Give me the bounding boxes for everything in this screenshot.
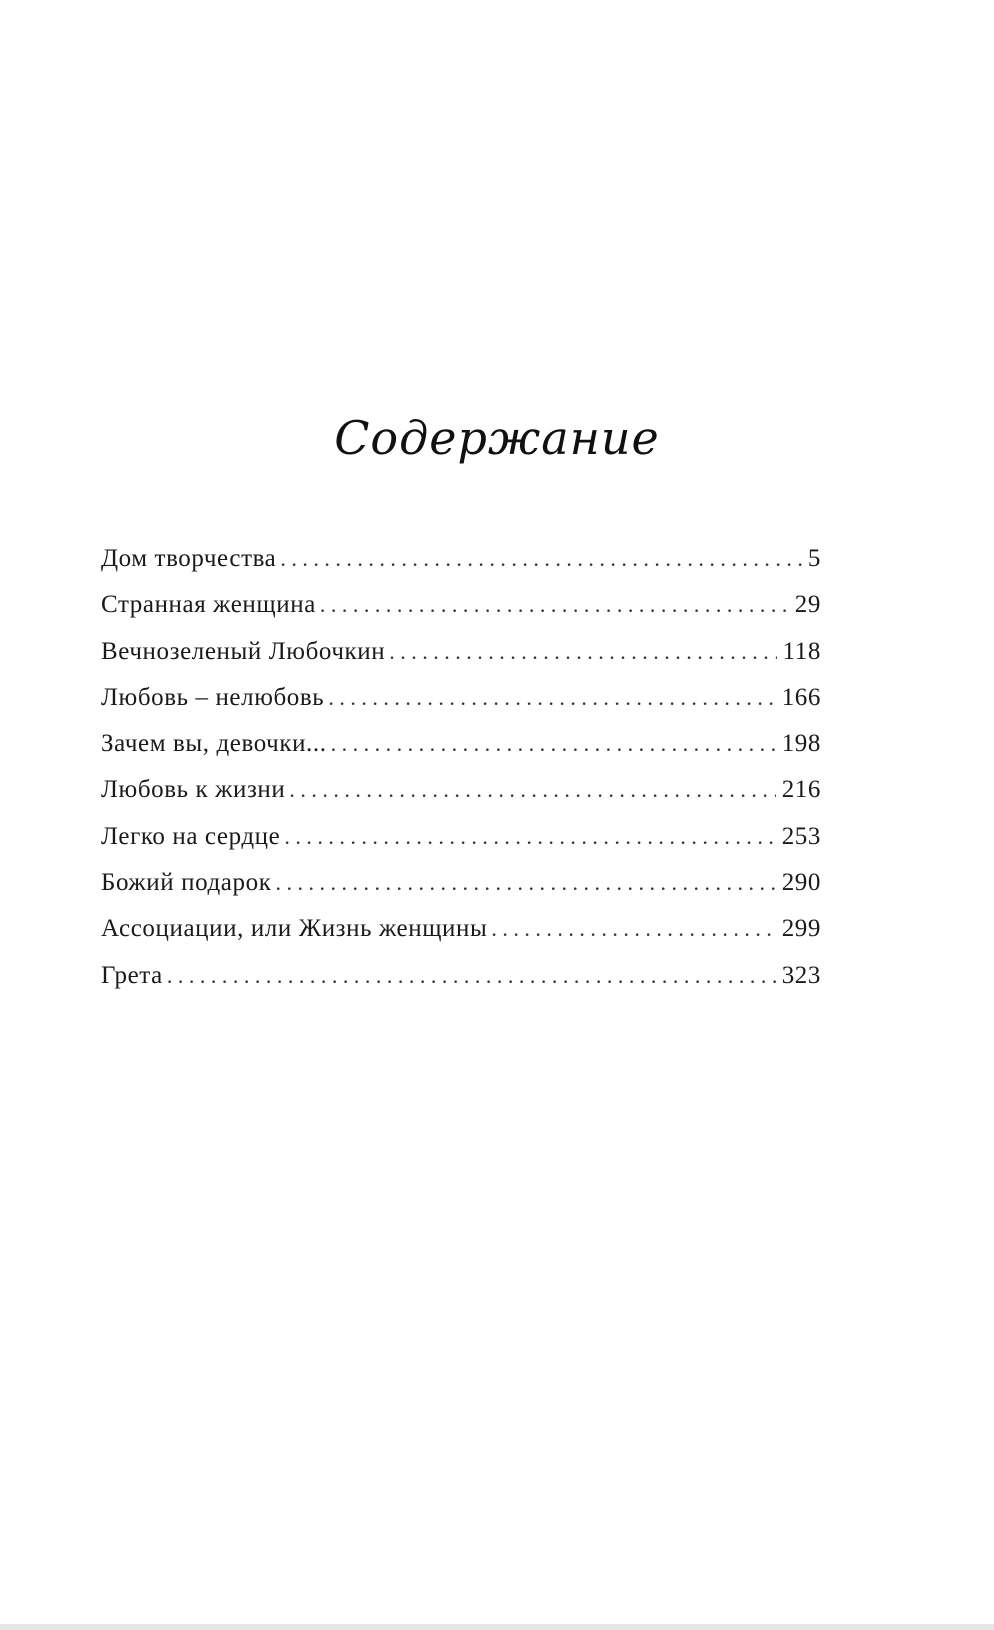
toc-entry-page: 253	[781, 822, 821, 850]
toc-entry-title: Любовь – нелюбовь	[101, 683, 325, 711]
toc-entry-page: 166	[781, 683, 821, 711]
page-title: Содержание	[334, 411, 660, 465]
toc-entry[interactable]	[101, 545, 821, 591]
table-of-contents	[101, 545, 821, 1008]
toc-dot-leader	[280, 546, 802, 572]
toc-entry-title: Странная женщина	[101, 591, 316, 619]
toc-entry[interactable]	[101, 915, 821, 961]
toc-dot-leader	[328, 685, 775, 711]
toc-entry[interactable]	[101, 962, 821, 1008]
toc-entry-title: Легко на сердце	[101, 822, 281, 850]
toc-entry-title: Божий подарок	[101, 869, 272, 897]
toc-entry-page: 299	[781, 915, 821, 943]
toc-entry-page: 290	[781, 869, 821, 897]
toc-entry-title: Зачем вы, девочки...	[101, 730, 327, 758]
toc-entry-page: 5	[807, 545, 821, 572]
toc-dot-leader	[331, 731, 776, 757]
toc-entry-title: Ассоциации, или Жизнь женщины	[101, 915, 488, 943]
toc-entry-page: 118	[782, 637, 821, 665]
toc-dot-leader	[167, 963, 776, 989]
toc-entry-title: Любовь к жизни	[101, 776, 286, 804]
toc-entry[interactable]	[101, 730, 821, 776]
toc-entry[interactable]	[101, 638, 821, 684]
toc-entry-page: 198	[781, 730, 821, 758]
toc-entry[interactable]	[101, 684, 821, 730]
toc-entry-page: 29	[794, 591, 821, 619]
toc-entry-page: 216	[781, 776, 821, 804]
toc-entry-title: Дом творчества	[101, 545, 277, 572]
toc-dot-leader	[289, 777, 775, 803]
toc-entry[interactable]	[101, 869, 821, 915]
toc-dot-leader	[389, 639, 776, 665]
toc-entry-title: Грета	[101, 961, 163, 989]
toc-dot-leader	[284, 824, 775, 850]
toc-dot-leader	[275, 870, 775, 896]
toc-entry[interactable]	[101, 591, 821, 637]
toc-dot-leader	[491, 916, 775, 942]
toc-entry-page: 323	[781, 961, 821, 989]
toc-entry[interactable]	[101, 776, 821, 822]
page-bottom-edge	[0, 1624, 994, 1630]
toc-dot-leader	[320, 592, 789, 618]
toc-entry[interactable]	[101, 823, 821, 869]
toc-entry-title: Вечнозеленый Любочкин	[101, 637, 386, 665]
